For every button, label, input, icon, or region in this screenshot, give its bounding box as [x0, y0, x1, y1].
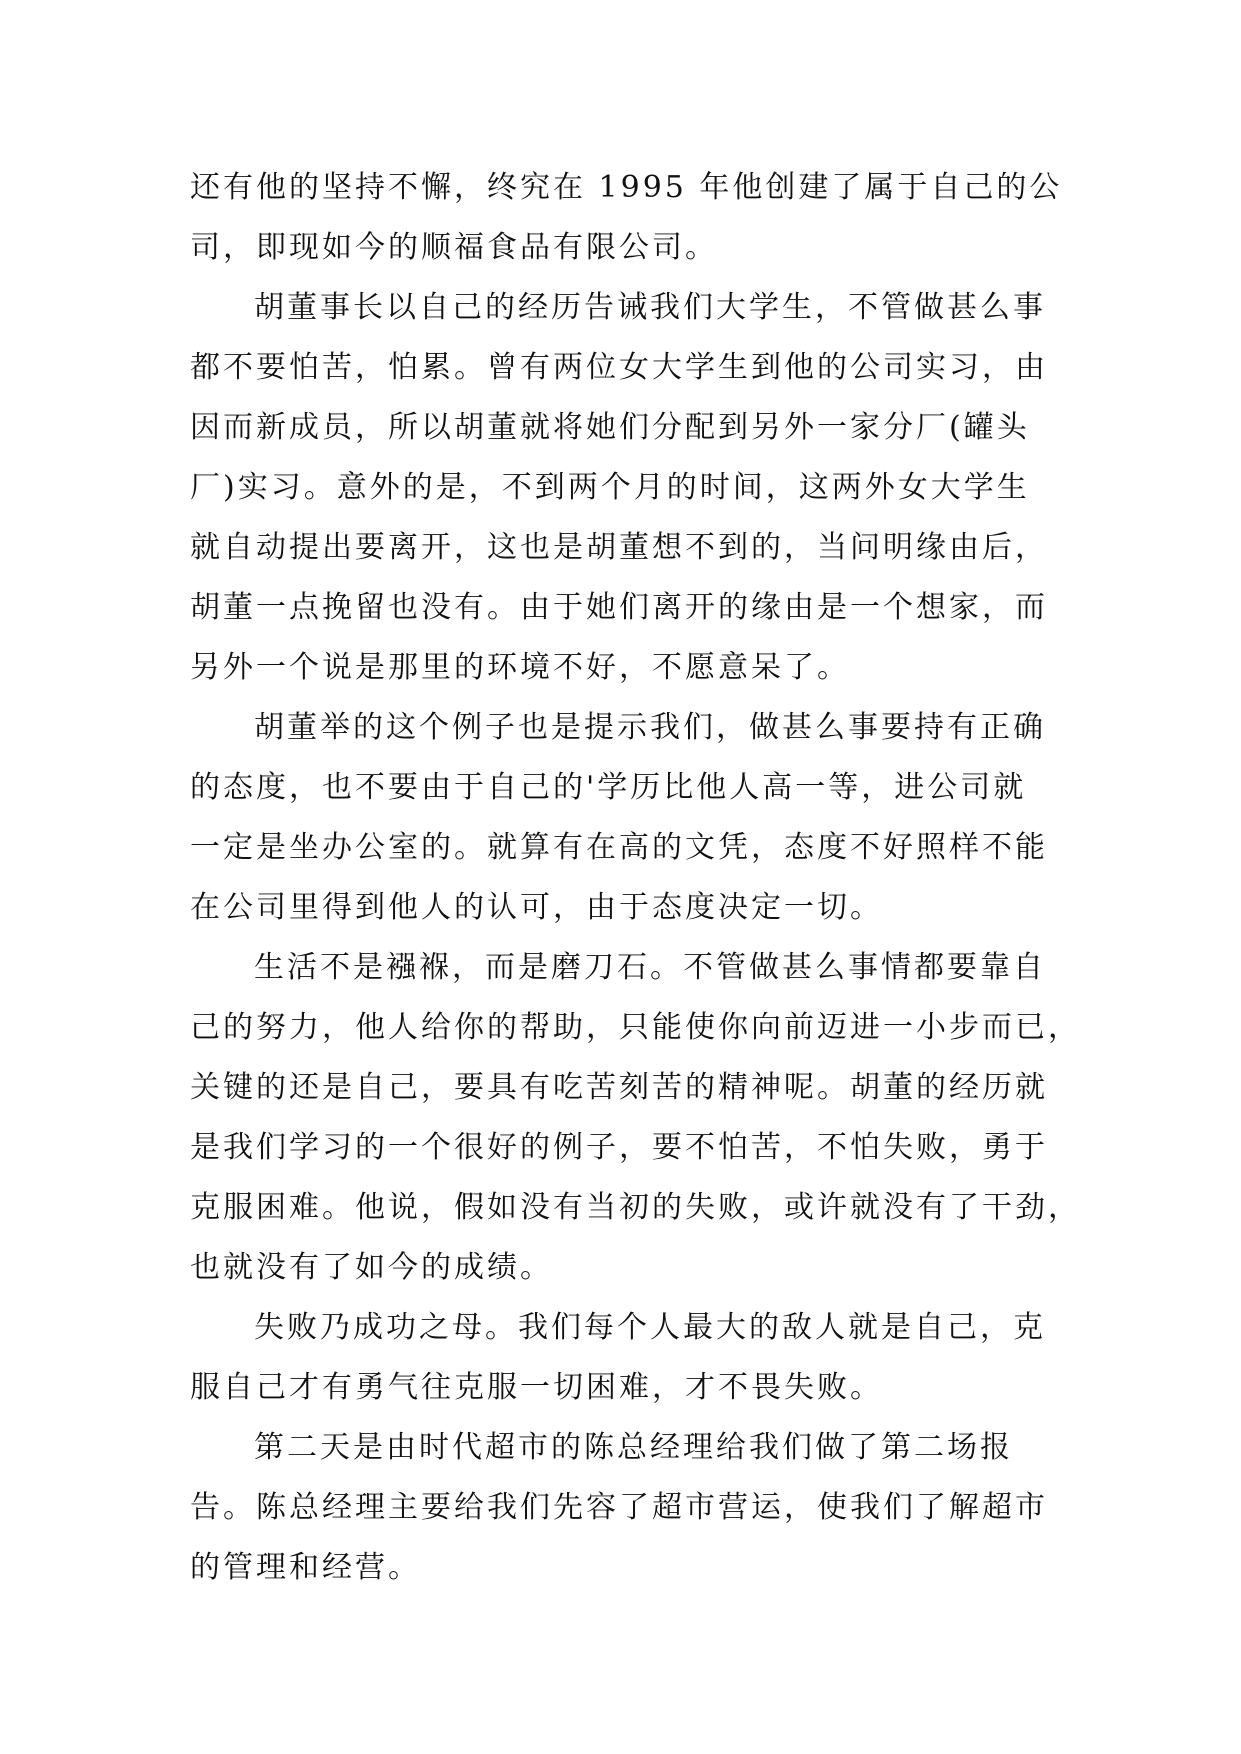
- text-line: 一定是坐办公室的。就算有在高的文凭，态度不好照样不能: [190, 830, 1048, 865]
- text-line: 胡董一点挽留也没有。由于她们离开的缘由是一个想家，而: [190, 590, 1048, 625]
- paragraph: [190, 1298, 1070, 1418]
- text-line: 另外一个说是那里的环境不好，不愿意呆了。: [190, 650, 850, 685]
- text-line: 也就没有了如今的成绩。: [190, 1250, 553, 1285]
- paragraph: [190, 938, 1081, 1298]
- text-line: 的管理和经营。: [190, 1550, 421, 1585]
- text-line: 告。陈总经理主要给我们先容了超市营运，使我们了解超市: [190, 1490, 1048, 1525]
- text-line: 服自己才有勇气往克服一切困难，才不畏失败。: [190, 1370, 883, 1405]
- paragraph: [190, 278, 1070, 698]
- paragraph: [190, 1418, 1070, 1598]
- text-line: 在公司里得到他人的认可，由于态度决定一切。: [190, 890, 883, 925]
- text-line: 生活不是襁褓，而是磨刀石。不管做甚么事情都要靠自: [254, 950, 1046, 985]
- text-line: 都不要怕苦，怕累。曾有两位女大学生到他的公司实习，由: [190, 350, 1048, 385]
- text-line: 失败乃成功之母。我们每个人最大的敌人就是自己，克: [254, 1310, 1046, 1345]
- text-line: 就自动提出要离开，这也是胡董想不到的，当问明缘由后，: [190, 530, 1048, 565]
- paragraph: [190, 698, 1070, 938]
- paragraph: [190, 158, 1070, 278]
- text-line: 胡董举的这个例子也是提示我们，做甚么事要持有正确: [254, 710, 1046, 745]
- document-body: [190, 158, 1081, 1598]
- text-line: 胡董事长以自己的经历告诫我们大学生，不管做甚么事: [254, 290, 1046, 325]
- text-line: 第二天是由时代超市的陈总经理给我们做了第二场报: [254, 1430, 1013, 1465]
- text-line: 克服困难。他说，假如没有当初的失败，或许就没有了干劲，: [190, 1190, 1081, 1225]
- text-line: 的态度，也不要由于自己的'学历比他人高一等，进公司就: [190, 770, 1027, 805]
- text-line: 己的努力，他人给你的帮助，只能使你向前迈进一小步而已，: [190, 1010, 1081, 1045]
- text-line: 厂)实习。意外的是，不到两个月的时间，这两外女大学生: [190, 470, 1030, 505]
- text-line: 因而新成员，所以胡董就将她们分配到另外一家分厂(罐头: [190, 410, 1030, 445]
- text-line: 司，即现如今的顺福食品有限公司。: [190, 230, 718, 265]
- text-line: 关键的还是自己，要具有吃苦刻苦的精神呢。胡董的经历就: [190, 1070, 1048, 1105]
- text-line: 还有他的坚持不懈，终究在 1995 年他创建了属于自己的公: [190, 170, 1063, 205]
- text-line: 是我们学习的一个很好的例子，要不怕苦，不怕失败，勇于: [190, 1130, 1048, 1165]
